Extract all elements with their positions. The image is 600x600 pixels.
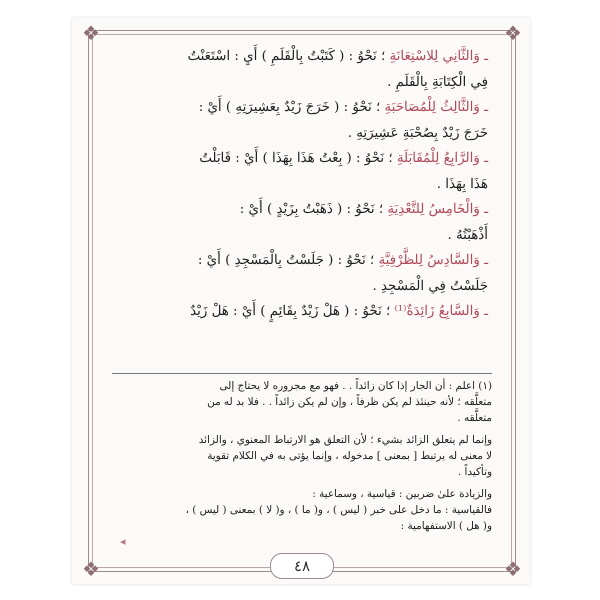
line-text: هَذَا بِهَذَا . [436,176,488,192]
line-text: ؛ نَحْوُ : ( هَلْ زَيْدٌ بِقَائِمٍ ) أَيْ : هَلْ زَيْدٌ [190,304,395,319]
footnote-line: وتأكيداً . [457,466,492,478]
footnote-line: متعلَّقه . [457,412,492,424]
point-term: لِلْمُصَاحَبَةِ [384,100,436,115]
footnote-line: لا معنى له يرتبط [ بمعنى ] مدخوله ، وإنما يؤتى به في الكلام تقوية [207,450,492,462]
point-term: لِلْمُقَابَلَةِ [396,151,440,166]
footnote-line: والزيادة علىٰ ضربين : قياسية ، وسماعية : [312,488,492,500]
text-line [116,70,488,96]
text-line [116,121,488,147]
line-text: ؛ نَحْوُ : ( خَرَجَ زَيْدٌ بِعَشِيرَتِهِ ) أَيْ : [198,100,385,115]
main-text [116,44,488,325]
line-text: خَرَجَ زَيْدٌ بِصُحْبَةِ عَشِيرَتِهِ . [347,125,488,141]
corner-ornament-icon: ❖ [82,21,100,45]
corner-ornament-icon: ❖ [82,557,100,581]
point-term: لِلتَّعْدِيَةِ [387,202,425,217]
text-line [116,146,488,172]
footnotes [112,373,492,534]
point-marker: ـ وَالسَّادِسُ [427,253,488,268]
text-line [116,44,488,70]
point-term: زَائِدَةٌ⁽¹⁾ [394,304,435,319]
text-line [116,172,488,198]
point-term: لِلظَّرْفِيَّةِ [378,253,423,268]
line-text: فِي الْكِتَابَةِ بِالْقَلَمِ . [387,74,488,90]
line-text: جَلَسْتُ فِي الْمَسْجِدِ . [372,278,488,294]
text-line [116,274,488,300]
footnote-line: وإنما لم يتعلق الزائد بشيء ؛ لأن التعلق هو الارتباط المعنوي ، والزائد [198,434,492,446]
text-line [116,299,488,325]
line-text: ؛ نَحْوُ : ( ذَهَبْتُ بِزَيْدٍ ) أَيْ : [239,202,388,217]
corner-ornament-icon: ❖ [504,21,522,45]
point-marker: ـ وَالسَّابِعُ [438,304,488,319]
footnote-line: متعلَّقه ؛ لأنه حينئذ لم يكن ظرفاً ، وإن لم يكن زائداً . . فلا بد له من [207,396,492,408]
footnote-line: و( هل ) الاستفهامية : [400,520,492,532]
line-text: ؛ نَحْوُ : ( بِعْتُ هَذَا بِهَذَا ) أَيْ : قَابَلْتُ [199,151,397,166]
text-line [116,95,488,121]
line-text: أَذْهَبْتُهُ . [447,227,488,243]
point-marker: ـ وَالثَّالِثُ [440,100,488,115]
margin-arrow-icon: ◂ [120,535,126,548]
text-line [116,248,488,274]
page-number: ٤٨ [270,553,334,579]
text-line [116,197,488,223]
line-text: ؛ نَحْوُ : ( جَلَسْتُ بِالْمَسْجِدِ ) أَيْ : [197,253,379,268]
point-marker: ـ وَالْخَامِسُ [428,202,488,217]
line-text: ؛ نَحْوُ : ( كَتَبْتُ بِالْقَلَمِ ) أَيِ : اسْتَعَنْتُ [187,49,390,64]
text-line [116,223,488,249]
point-marker: ـ وَالرَّابِعُ [443,151,488,166]
footnote-line: (١) اعلم : أن الجار إذا كان زائداً . . فهو مع مجروره لا يحتاج إلى [219,380,492,392]
footnote-line: فالقياسية : ما دخل على خبر ( ليس ) ، و( ما ) ، و( لا ) بمعنى ( ليس ) ، [185,504,492,516]
corner-ornament-icon: ❖ [504,557,522,581]
point-term: لِلاسْتِعَانَةِ [389,49,439,64]
point-marker: ـ وَالثَّانِي [442,49,488,64]
